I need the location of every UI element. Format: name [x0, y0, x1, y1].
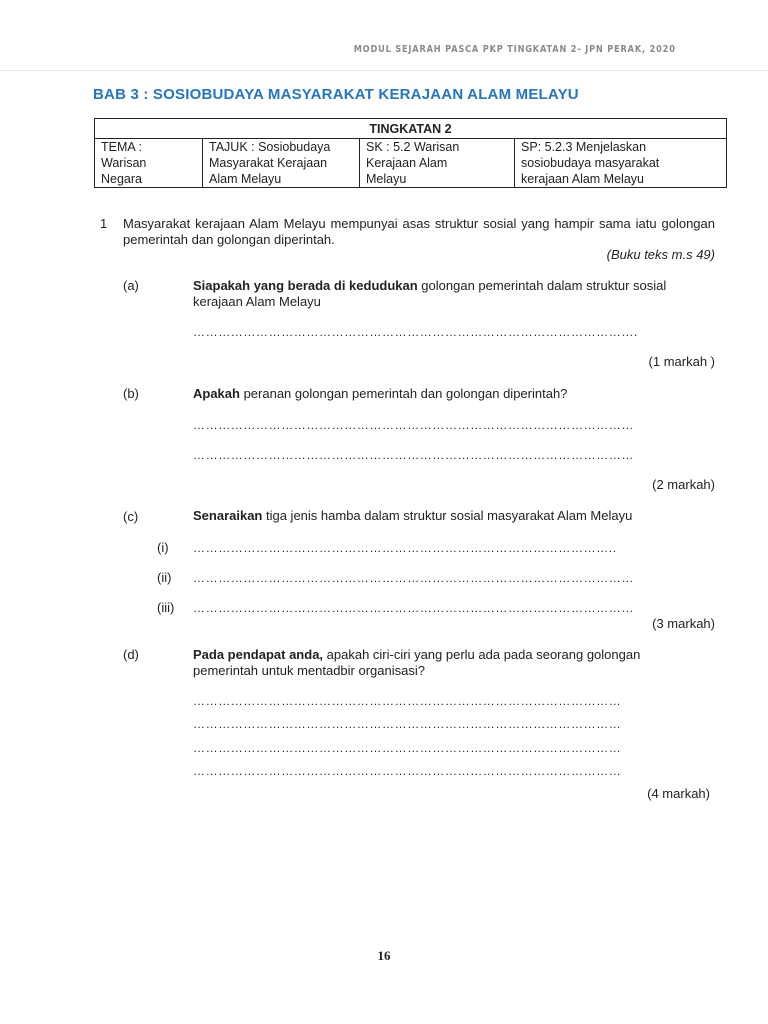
part-b-answer-line-2[interactable]: ……………………………………………………………………………………………	[193, 448, 634, 462]
part-a-marks: (1 markah )	[648, 354, 715, 369]
textbook-reference: (Buku teks m.s 49)	[606, 247, 715, 262]
info-table-heading: TINGKATAN 2	[95, 119, 727, 139]
part-d-label: (d)	[123, 647, 139, 662]
chapter-title: BAB 3 : SOSIOBUDAYA MASYARAKAT KERAJAAN ALAM MELAYU	[93, 86, 579, 103]
part-c-item-ii-line[interactable]: ……………………………………………………………………………………………	[193, 571, 634, 585]
part-b-marks: (2 markah)	[652, 477, 715, 492]
part-d-marks: (4 markah)	[647, 786, 710, 801]
part-d-question	[193, 647, 693, 679]
part-c-bold: Senaraikan	[193, 508, 263, 523]
info-tajuk-cell: TAJUK : Sosiobudaya Masyarakat Kerajaan Alam Melayu	[203, 139, 360, 188]
info-table	[94, 118, 727, 188]
page-number: 16	[377, 948, 391, 963]
part-c-item-iii-line[interactable]: ……………………………………………………………………………………………	[193, 601, 634, 615]
part-c-item-ii-label: (ii)	[157, 570, 172, 585]
part-d-answer-line-2[interactable]: …………………………………………………………………………………………	[193, 717, 622, 731]
part-c-text: tiga jenis hamba dalam struktur sosial masyarakat Alam Melayu	[262, 508, 633, 523]
part-d-answer-line-1[interactable]: …………………………………………………………………………………………	[193, 694, 622, 708]
info-sk-cell: SK : 5.2 Warisan Kerajaan Alam Melayu	[360, 139, 515, 188]
part-d-answer-line-3[interactable]: …………………………………………………………………………………………	[193, 741, 622, 755]
part-a-label: (a)	[123, 278, 139, 293]
part-b-answer-line-1[interactable]: ……………………………………………………………………………………………	[193, 418, 634, 432]
part-b-label: (b)	[123, 386, 139, 401]
part-c-question	[193, 508, 715, 524]
part-d-bold: Pada pendapat anda,	[193, 647, 324, 662]
question-stem: Masyarakat kerajaan Alam Melayu mempunyai asas struktur sosial yang hampir sama iatu golongan pemerintah dan golongan diperintah.	[123, 216, 715, 247]
info-sp-cell: SP: 5.2.3 Menjelaskan sosiobudaya masyarakat kerajaan Alam Melayu	[515, 139, 727, 188]
part-a-text: golongan pemerintah dalam struktur sosial kerajaan Alam Melayu	[193, 278, 667, 309]
part-c-item-i-line[interactable]: ………………………………………………………………………………………..	[193, 541, 617, 555]
part-d-text: apakah ciri-ciri yang perlu ada pada seorang golongan pemerintah untuk mentadbir organisasi?	[193, 647, 641, 678]
part-c-item-iii-label: (iii)	[157, 600, 175, 615]
part-c-label: (c)	[123, 509, 139, 524]
part-b-bold: Apakah	[193, 386, 240, 401]
part-c-marks: (3 markah)	[652, 616, 715, 631]
info-tema-cell: TEMA : Warisan Negara	[95, 139, 203, 188]
part-b-text: peranan golongan pemerintah dan golongan diperintah?	[239, 386, 568, 401]
header-divider	[0, 70, 768, 71]
part-d-answer-line-4[interactable]: …………………………………………………………………………………………	[193, 764, 622, 778]
module-header: MODUL SEJARAH PASCA PKP TINGKATAN 2- JPN PERAK, 2020	[353, 44, 676, 55]
part-b-question	[193, 386, 715, 402]
part-a-question	[193, 278, 715, 310]
part-a-bold: Siapakah yang berada di kedudukan	[193, 278, 418, 293]
part-a-answer-line[interactable]: …………………………………………………………………………………………….	[193, 325, 638, 339]
question-number: 1	[100, 216, 108, 231]
part-c-item-i-label: (i)	[157, 540, 169, 555]
